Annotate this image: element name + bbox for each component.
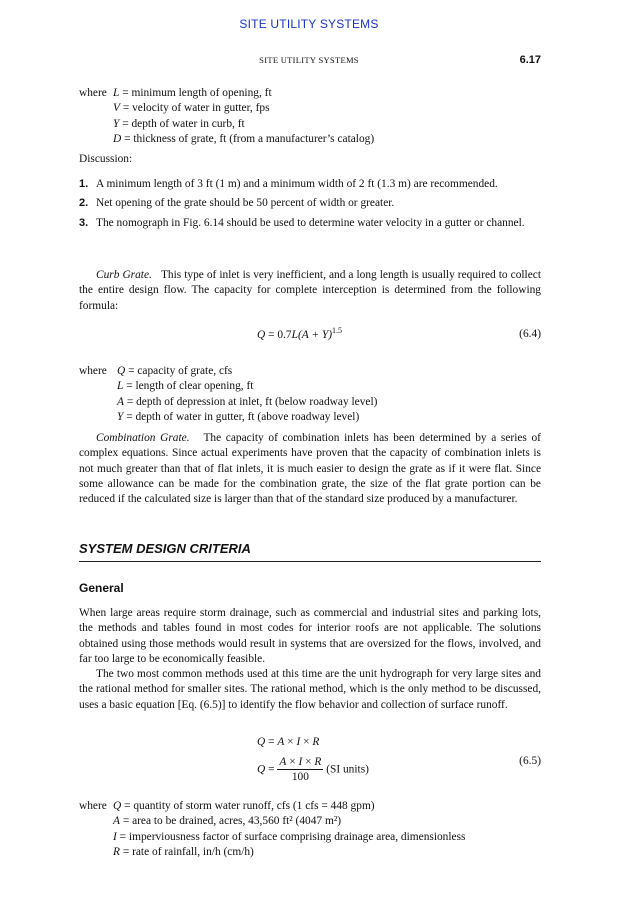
- running-head: SITE UTILITY SYSTEMS: [259, 55, 359, 65]
- definition-line: A = area to be drained, acres, 43,560 ft² (4047 m²): [113, 815, 342, 828]
- page-number: 6.17: [519, 54, 541, 66]
- section-heading: SYSTEM DESIGN CRITERIA: [79, 541, 251, 556]
- combination-grate-paragraph: Combination Grate. The capacity of combination inlets has been determined by a series of complex equations. Since actual experiments have proven that the capacity of combination inlets is not much greater than that of flat inlets, it is much easier to design the grate as if it were flat. Since some allowance can be made for the combination grate, the size of the flat grate portion can be reduced if the calculated size is larger than that of the standard size produced by a manufacturer.: [79, 432, 541, 506]
- curb-grate-paragraph: Curb Grate. This type of inlet is very inefficient, and a long length is usually required to collect the entire design flow. The capacity for complete interception is determined from the following formula:: [79, 269, 541, 312]
- equation-6-4: $Q = 0.7L(A + Y)^{1.5}$: [257, 326, 342, 341]
- definitions-block-1: [79, 86, 374, 147]
- definition-line: Y = depth of water in curb, ft: [113, 117, 245, 130]
- definitions-block-2: [79, 364, 377, 425]
- combination-grate-title: Combination Grate.: [96, 432, 190, 444]
- definition-line: whereL = minimum length of opening, ft: [79, 87, 272, 99]
- curb-grate-title: Curb Grate.: [96, 269, 152, 281]
- equation-number-6-4: (6.4): [519, 328, 541, 340]
- definition-line: whereQ = capacity of grate, cfs: [79, 365, 233, 377]
- section-rule: [79, 561, 541, 562]
- numbered-list: [79, 177, 541, 235]
- list-item: 3. The nomograph in Fig. 6.14 should be used to determine water velocity in a gutter or channel.: [79, 216, 525, 229]
- definition-line: R = rate of rainfall, in/h (cm/h): [113, 845, 254, 858]
- si-fraction: $\frac{A \times I \times R}{100}$: [279, 756, 322, 783]
- discussion-label: Discussion:: [79, 153, 133, 165]
- definition-line: V = velocity of water in gutter, fps: [113, 102, 270, 115]
- equation-6-5-line-1: Q = A × I × R: [257, 736, 320, 748]
- definition-line: D = thickness of grate, ft (from a manufacturer’s catalog): [113, 132, 375, 145]
- equation-6-5-line-2: Q = $\frac{A \times I \times R}{100}$ (SI units): [257, 756, 369, 783]
- subsection-heading: General: [79, 581, 124, 595]
- definitions-block-3: [79, 799, 465, 860]
- equation-number-6-5: (6.5): [519, 755, 541, 767]
- definition-line: whereQ = quantity of storm water runoff, cfs (1 cfs = 448 gpm): [79, 800, 375, 812]
- general-paragraph-1: When large areas require storm drainage, such as commercial and industrial sites and parking lots, the methods and tables found in most codes for interior roofs are not applicable. The solutions obtained using those methods would result in systems that are oversized for the flows, involved, and far too large to be economically feasible.: [79, 607, 541, 665]
- definition-line: Y = depth of water in gutter, ft (above roadway level): [117, 410, 360, 423]
- definition-line: I = imperviousness factor of surface comprising drainage area, dimensionless: [113, 830, 466, 843]
- book-title-header: SITE UTILITY SYSTEMS: [239, 17, 379, 31]
- definition-line: L = length of clear opening, ft: [117, 380, 254, 393]
- list-item: 1. A minimum length of 3 ft (1 m) and a minimum width of 2 ft (1.3 m) are recommended.: [79, 178, 498, 190]
- list-item: 2. Net opening of the grate should be 50 percent of width or greater.: [79, 197, 395, 210]
- definition-line: A = depth of depression at inlet, ft (below roadway level): [117, 395, 378, 408]
- general-paragraph-2: The two most common methods used at this time are the unit hydrograph for very large sites and the rational method for smaller sites. The rational method, which is the only method to be discussed, uses a basic equation [Eq. (6.5)] to identify the flow behavior and collection of surface runoff.: [79, 668, 541, 711]
